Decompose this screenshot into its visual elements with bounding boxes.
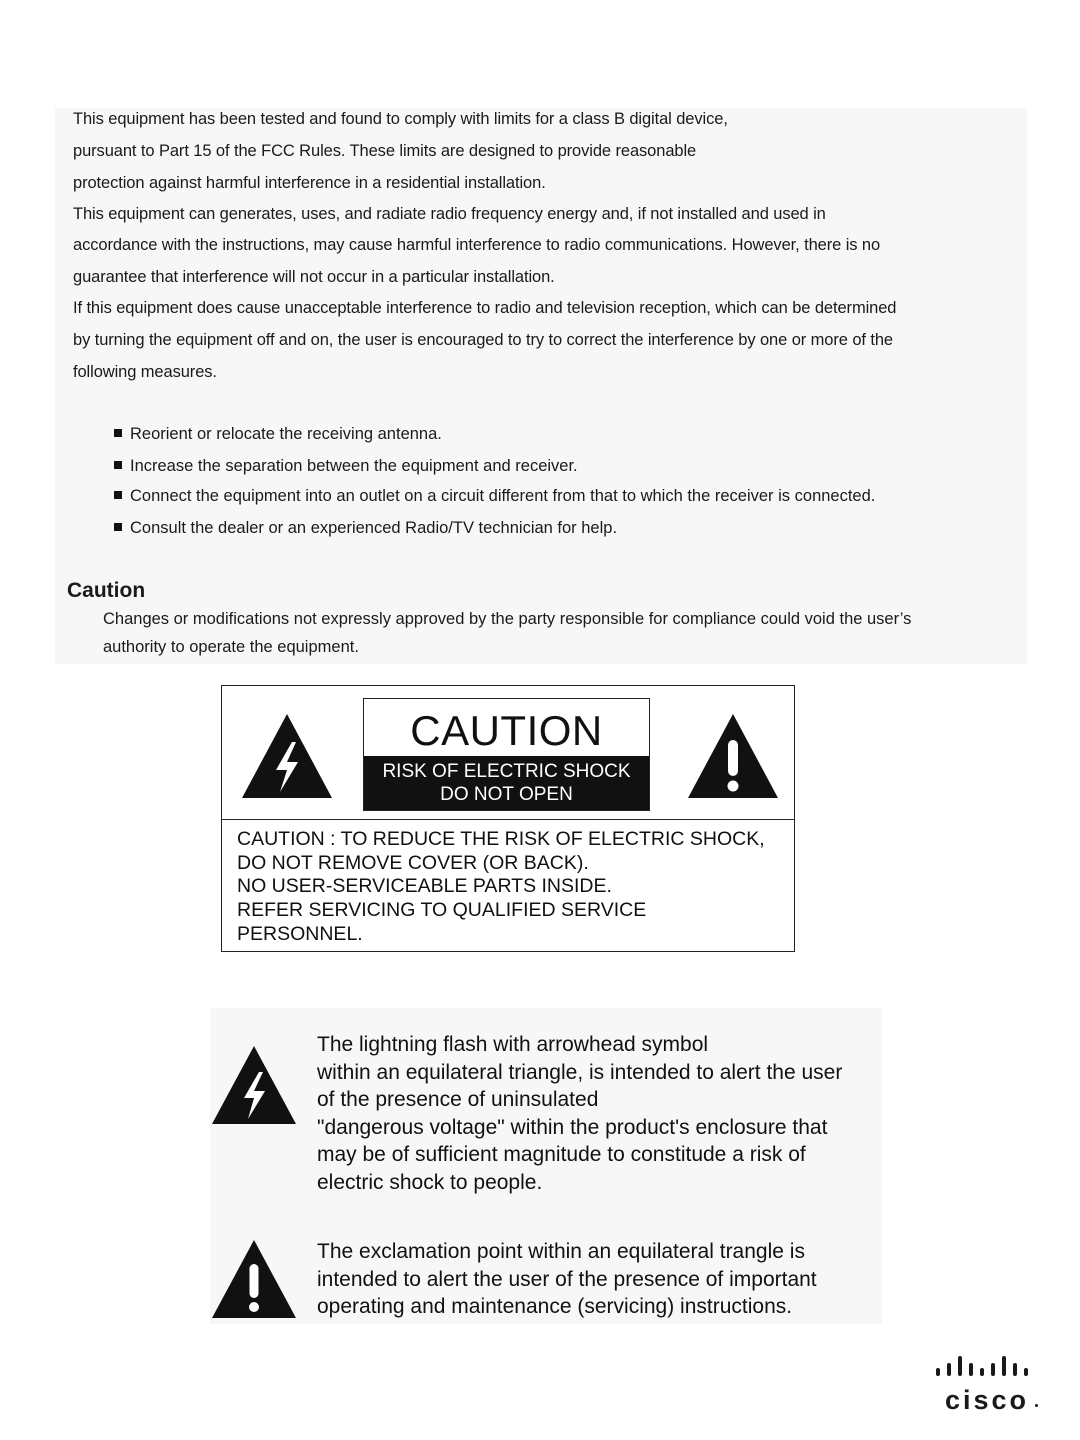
instruction-line: NO USER-SERVICEABLE PARTS INSIDE. — [237, 875, 612, 898]
explanation-line: The lightning flash with arrowhead symbol — [317, 1033, 709, 1056]
cisco-logo-icon — [933, 1354, 1041, 1382]
caution-subtitle-box — [364, 756, 649, 810]
instruction-line: CAUTION : TO REDUCE THE RISK OF ELECTRIC SHOCK, — [237, 828, 765, 850]
explanation-line: within an equilateral triangle, is intended to alert the user — [317, 1060, 843, 1084]
caution-title: CAUTION — [410, 707, 603, 754]
bullet-icon — [114, 523, 122, 531]
explanation-line: intended to alert the user of the presence of important — [317, 1267, 817, 1291]
explanation-line: may be of sufficient magnitude to constitude a risk of — [317, 1143, 806, 1166]
caution-subtitle-line-1: RISK OF ELECTRIC SHOCK — [382, 761, 631, 782]
measure-item — [114, 487, 875, 506]
caution-line-1: Changes or modifications not expressly approved by the party responsible for compliance could void the user’s — [103, 610, 912, 628]
instruction-line: REFER SERVICING TO QUALIFIED SERVICE — [237, 899, 647, 922]
explanation-line: The exclamation point within an equilateral trangle is — [317, 1240, 805, 1263]
measure-item — [114, 457, 578, 476]
fcc-line-4: This equipment can generates, uses, and radiate radio frequency energy and, if not installed and used in — [73, 205, 826, 223]
exclamation-explanation — [317, 1238, 817, 1321]
fcc-line-3: protection against harmful interference in a residential installation. — [73, 174, 546, 192]
fcc-line-6: guarantee that interference will not occur in a particular installation. — [73, 268, 555, 286]
measure-item — [114, 425, 442, 444]
caution-panel — [363, 698, 650, 811]
explanation-line: electric shock to people. — [317, 1170, 543, 1194]
lightning-triangle-icon — [240, 712, 334, 800]
fcc-line-2: pursuant to Part 15 of the FCC Rules. These limits are designed to provide reasonable — [73, 142, 697, 160]
measure-text: Connect the equipment into an outlet on a circuit different from that to which the receiver is connected. — [130, 487, 876, 505]
instruction-line: DO NOT REMOVE COVER (OR BACK). — [237, 851, 589, 874]
logo-registered-dot — [1035, 1404, 1038, 1407]
instruction-line: PERSONNEL. — [237, 922, 363, 945]
cisco-wordmark: cisco — [945, 1385, 1030, 1415]
label-instructions — [237, 828, 765, 947]
fcc-line-5: accordance with the instructions, may cause harmful interference to radio communications. However, there is no — [73, 236, 881, 254]
caution-heading: Caution — [67, 579, 146, 602]
bullet-icon — [114, 491, 122, 499]
label-divider — [222, 819, 794, 820]
exclamation-triangle-icon — [686, 712, 780, 800]
bullet-icon — [114, 461, 122, 469]
fcc-line-9: following measures. — [73, 363, 217, 381]
caution-line-2: authority to operate the equipment. — [103, 638, 359, 656]
fcc-line-1: This equipment has been tested and found to comply with limits for a class B digital device, — [73, 110, 728, 128]
caution-label — [221, 685, 795, 952]
bullet-icon — [114, 429, 122, 437]
explanation-line: operating and maintenance (servicing) instructions. — [317, 1295, 793, 1318]
measure-item — [114, 519, 617, 538]
fcc-line-7: If this equipment does cause unacceptable interference to radio and television reception, which can be determined — [73, 299, 897, 317]
measure-text: Increase the separation between the equipment and receiver. — [130, 457, 578, 475]
explanation-line: of the presence of uninsulated — [317, 1088, 599, 1111]
explanation-line: "dangerous voltage" within the product's enclosure that — [317, 1115, 828, 1139]
lightning-explanation — [317, 1031, 842, 1196]
exclamation-triangle-icon — [210, 1238, 298, 1320]
lightning-triangle-icon — [210, 1044, 298, 1126]
caution-subtitle-line-2: DO NOT OPEN — [440, 784, 573, 805]
measure-text: Consult the dealer or an experienced Radio/TV technician for help. — [130, 519, 618, 537]
fcc-line-8: by turning the equipment off and on, the user is encouraged to try to correct the interference by one or more of the — [73, 331, 894, 349]
measure-text: Reorient or relocate the receiving antenna. — [130, 425, 442, 443]
